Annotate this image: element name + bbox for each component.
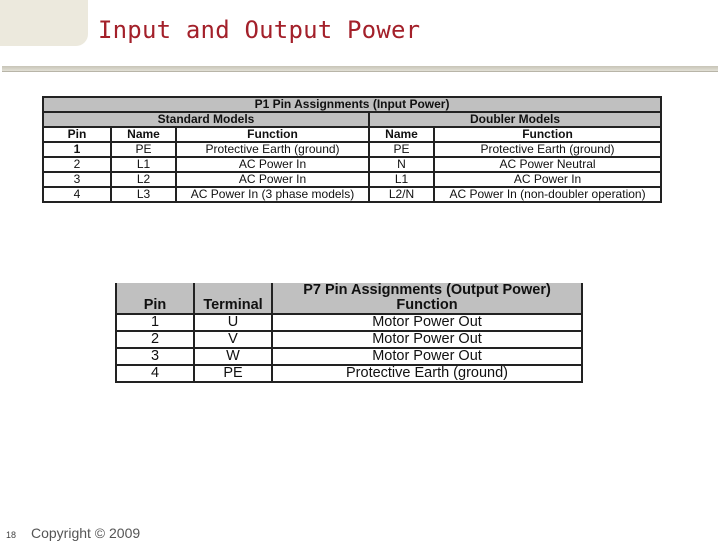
p7-col-pin: Pin <box>116 298 194 314</box>
p1-cell: Protective Earth (ground) <box>434 142 661 157</box>
p7-cell: Motor Power Out <box>272 348 582 365</box>
table-row <box>43 157 661 172</box>
table-row <box>116 331 582 348</box>
table-row <box>43 142 661 157</box>
p1-header-row <box>43 127 661 142</box>
p1-col-doubler-function: Function <box>434 127 661 142</box>
p7-cell: U <box>194 314 272 331</box>
p1-cell: N <box>369 157 434 172</box>
table-row <box>116 365 582 382</box>
p1-col-doubler-name: Name <box>369 127 434 142</box>
p7-cell: Motor Power Out <box>272 331 582 348</box>
p1-cell: L1 <box>111 157 176 172</box>
p7-cell: 4 <box>116 365 194 382</box>
p1-cell: L1 <box>369 172 434 187</box>
p1-cell: AC Power In (3 phase models) <box>176 187 369 202</box>
p7-cell: W <box>194 348 272 365</box>
p1-cell: AC Power In (non-doubler operation) <box>434 187 661 202</box>
table-row <box>43 187 661 202</box>
p7-cell: 1 <box>116 314 194 331</box>
p7-cell: Protective Earth (ground) <box>272 365 582 382</box>
copyright-notice: Copyright © 2009 <box>31 525 141 541</box>
table-row <box>116 348 582 365</box>
p1-cell: PE <box>369 142 434 157</box>
table-row <box>43 172 661 187</box>
p7-table-title: P7 Pin Assignments (Output Power) <box>272 283 582 298</box>
table-row <box>116 314 582 331</box>
p7-pin-assignments-table <box>115 283 583 383</box>
p7-cell: Motor Power Out <box>272 314 582 331</box>
p1-cell: 3 <box>43 172 111 187</box>
p1-cell: 2 <box>43 157 111 172</box>
p7-col-terminal: Terminal <box>194 298 272 314</box>
p1-cell: L3 <box>111 187 176 202</box>
p7-header-blank <box>116 283 194 298</box>
p1-cell: Protective Earth (ground) <box>176 142 369 157</box>
p1-cell: AC Power In <box>176 157 369 172</box>
title-divider <box>2 66 718 72</box>
p7-cell: PE <box>194 365 272 382</box>
p1-group-standard: Standard Models <box>43 112 369 127</box>
p1-cell: AC Power In <box>176 172 369 187</box>
p7-cell: 2 <box>116 331 194 348</box>
p7-cell: 3 <box>116 348 194 365</box>
p1-group-doubler: Doubler Models <box>369 112 661 127</box>
p1-table-title: P1 Pin Assignments (Input Power) <box>43 97 661 112</box>
p7-col-function: Function <box>272 298 582 314</box>
p1-col-pin: Pin <box>43 127 111 142</box>
p1-col-function: Function <box>176 127 369 142</box>
slide-number: 18 <box>6 530 17 540</box>
slide-title: Input and Output Power <box>98 16 421 44</box>
title-corner-tab <box>0 0 88 46</box>
p1-pin-assignments-table <box>42 96 662 203</box>
p7-header-blank <box>194 283 272 298</box>
p7-header-row <box>116 298 582 314</box>
p1-cell: L2 <box>111 172 176 187</box>
p1-cell: 1 <box>43 142 111 157</box>
p1-cell: AC Power Neutral <box>434 157 661 172</box>
p1-col-name: Name <box>111 127 176 142</box>
p1-cell: 4 <box>43 187 111 202</box>
p1-cell: AC Power In <box>434 172 661 187</box>
p1-cell: L2/N <box>369 187 434 202</box>
p1-cell: PE <box>111 142 176 157</box>
p7-cell: V <box>194 331 272 348</box>
